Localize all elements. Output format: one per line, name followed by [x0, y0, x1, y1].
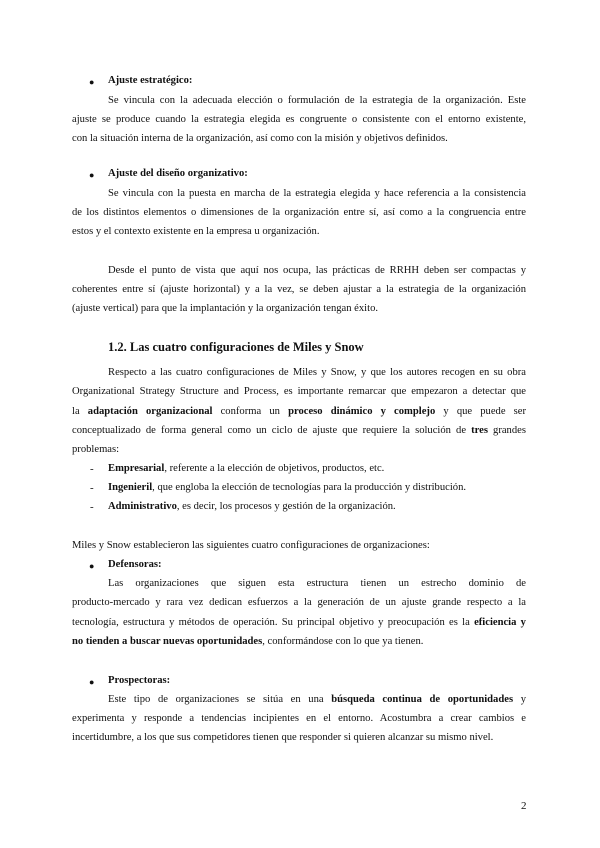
- paragraph-line: experimenta y responde a tendencias incipientes en el entorno. Acostumbra a crear cambios e: [72, 713, 526, 724]
- paragraph-line: incertidumbre, a los que sus competidores tienen que responder si quieren alcanzar su mismo nivel.: [72, 732, 494, 743]
- paragraph-line: estos y el contexto existente en la empresa u organización.: [72, 226, 320, 237]
- paragraph-line: Organizational Strategy Structure and Process, es importante remarcar que empezaron a detectar que: [72, 386, 526, 397]
- bullet-icon: ●: [89, 170, 95, 180]
- dash-marker: -: [90, 463, 94, 475]
- bullet-icon: ●: [89, 561, 95, 571]
- dash-marker: -: [90, 501, 94, 513]
- bullet-icon: ●: [89, 77, 95, 87]
- paragraph-line: (ajuste vertical) para que la implantación y la organización tengan éxito.: [72, 303, 379, 314]
- paragraph-line: ajuste se produce cuando la estrategia elegida es congruente o consistente con el entorno existente,: [72, 114, 526, 125]
- section-title-defensoras: Defensoras:: [108, 559, 162, 570]
- paragraph-line-mixed: la adaptación organizacional conforma un proceso dinámico y complejo y que puede ser: [72, 406, 527, 417]
- paragraph-line: con la situación interna de la organización, así como con la misión y objetivos definidos.: [72, 133, 448, 144]
- paragraph-line: Las organizaciones que siguen esta estructura tienen un estrecho dominio de: [108, 578, 526, 589]
- page-number: 2: [521, 800, 527, 812]
- paragraph-line: Se vincula con la adecuada elección o formulación de la estrategia de la organización. Este: [108, 95, 526, 106]
- paragraph-line: Miles y Snow establecieron las siguientes cuatro configuraciones de organizaciones:: [72, 540, 430, 551]
- paragraph-line-mixed: tecnología, estructura y métodos de operación. Su principal objetivo y preocupación es la eficiencia y: [72, 617, 526, 628]
- section-heading: 1.2. Las cuatro configuraciones de Miles y Snow: [108, 340, 364, 354]
- section-title-ajuste-diseno: Ajuste del diseño organizativo:: [108, 168, 248, 179]
- paragraph-line: coherentes entre sí (ajuste horizontal) y a la vez, se deben ajustar a la estrategia de la organización: [72, 284, 526, 295]
- list-item: Administrativo, es decir, los procesos y gestión de la organización.: [108, 501, 396, 512]
- paragraph-line: de los distintos elementos o dimensiones de la organización entre sí, así como a la congruencia entre: [72, 207, 526, 218]
- list-item: Empresarial, referente a la elección de objetivos, productos, etc.: [108, 463, 385, 474]
- paragraph-line-mixed: conceptualizado de forma general como un ciclo de ajuste que requiere la solución de tres grandes: [72, 425, 526, 436]
- bullet-icon: ●: [89, 677, 95, 687]
- paragraph-line: Se vincula con la puesta en marcha de la estrategia elegida y hace referencia a la consistencia: [108, 188, 526, 199]
- dash-marker: -: [90, 482, 94, 494]
- section-title-prospectoras: Prospectoras:: [108, 675, 171, 686]
- paragraph-line: producto-mercado y rara vez dedican esfuerzos a la generación de un ajuste grande respecto a la: [72, 597, 526, 608]
- paragraph-line-mixed: Este tipo de organizaciones se sitúa en una búsqueda continua de oportunidades y: [108, 694, 526, 705]
- paragraph-line: problemas:: [72, 444, 120, 455]
- paragraph-line: Desde el punto de vista que aquí nos ocupa, las prácticas de RRHH deben ser compactas y: [108, 265, 526, 276]
- section-title-ajuste-estrategico: Ajuste estratégico:: [108, 75, 193, 86]
- paragraph-line-mixed: no tienden a buscar nuevas oportunidades, conformándose con lo que ya tienen.: [72, 636, 424, 647]
- list-item: Ingenieril, que engloba la elección de tecnologías para la producción y distribución.: [108, 482, 467, 493]
- paragraph-line: Respecto a las cuatro configuraciones de Miles y Snow, y que los autores recogen en su obra: [108, 367, 526, 378]
